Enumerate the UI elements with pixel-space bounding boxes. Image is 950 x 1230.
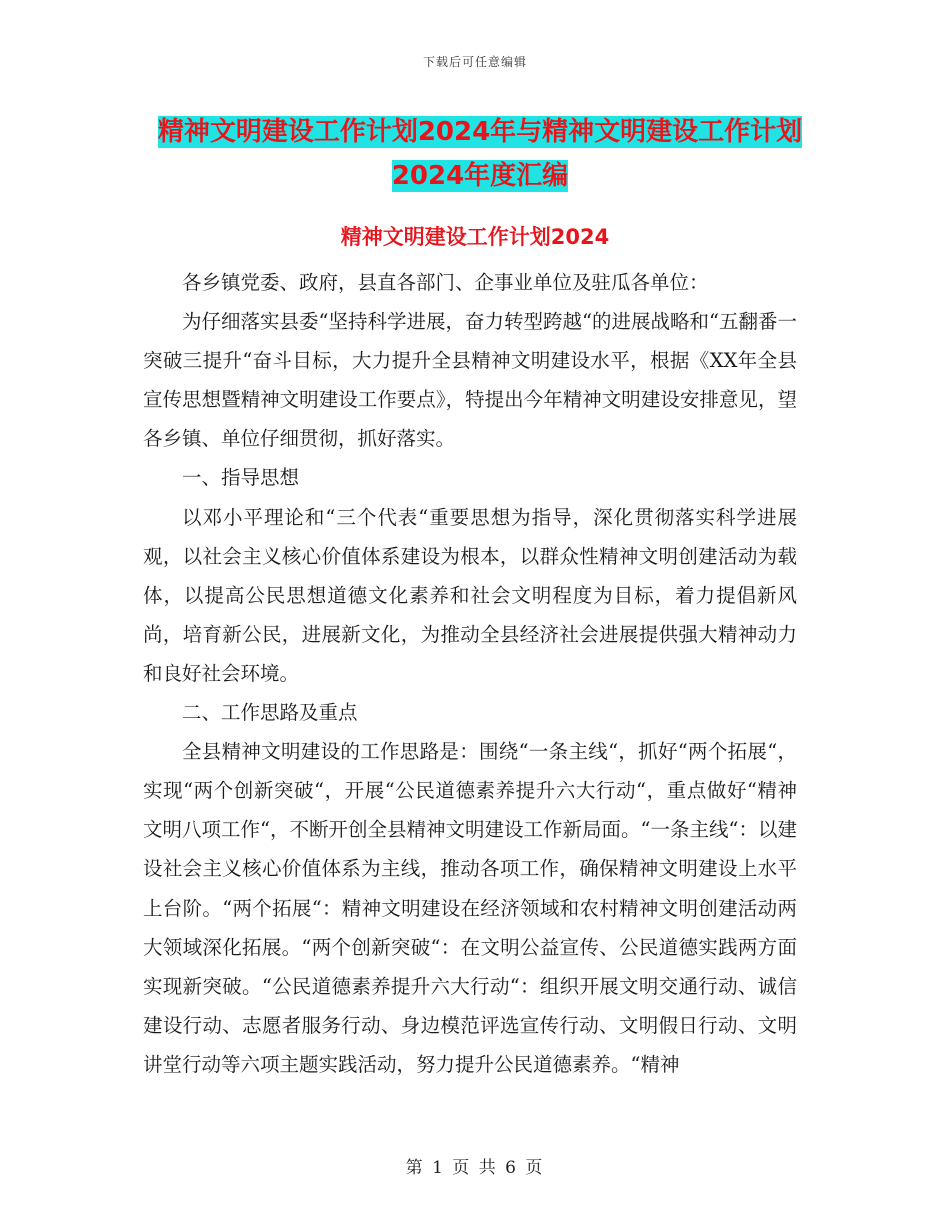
paragraph-salutation: 各乡镇党委、政府，县直各部门、企事业单位及驻瓜各单位： [182,271,709,294]
heading-work-focus: 二、工作思路及重点 [182,701,358,725]
header-note: 下载后可任意编辑 [422,55,527,69]
paragraph-intro: 为仔细落实县委“坚持科学进展，奋力转型跨越“的进展战略和“五翻番一突破三提升“奋斗目标，大力提升全县精神文明建设水平，根据《XX年全县宣传思想暨精神文明建设工作要点》，特提出今年精神文明建设安排意见，望各乡镇、单位仔细贯彻，抓好落实。 [143,310,797,451]
document-title [140,110,820,198]
body-text [143,263,797,1084]
paragraph-guiding-thought: 以邓小平理论和“三个代表“重要思想为指导，深化贯彻落实科学进展观，以社会主义核心价值体系建设为根本，以群众性精神文明创建活动为载体，以提高公民思想道德文化素养和社会文明程度为目标，着力提倡新风尚，培育新公民，进展新文化，为推动全县经济社会进展提供强大精神动力和良好社会环境。 [143,505,797,685]
paragraph-work-focus: 全县精神文明建设的工作思路是：围绕“一条主线“，抓好“两个拓展“，实现“两个创新突破“，开展“公民道德素养提升六大行动“，重点做好“精神文明八项工作“，不断开创全县精神文明建设工作新局面。“一条主线“：以建设社会主义核心价值体系为主线，推动各项工作，确保精神文明建设上水平上台阶。“两个拓展“：精神文明建设在经济领域和农村精神文明创建活动两大领域深化拓展。“两个创新突破“：在文明公益宣传、公民道德实践两方面实现新突破。“公民道德素养提升六大行动“：组织开展文明交通行动、诚信建设行动、志愿者服务行动、身边模范评选宣传行动、文明假日行动、文明讲堂行动等六项主题实践活动，努力提升公民道德素养。“精神 [143,740,797,1076]
page-footer: 第 1 页 共 6 页 [405,1158,545,1178]
section-title: 精神文明建设工作计划2024 [340,225,610,249]
document-title-text: 精神文明建设工作计划2024年与精神文明建设工作计划2024年度汇编 [157,117,803,191]
heading-guiding-thought: 一、指导思想 [182,466,300,490]
